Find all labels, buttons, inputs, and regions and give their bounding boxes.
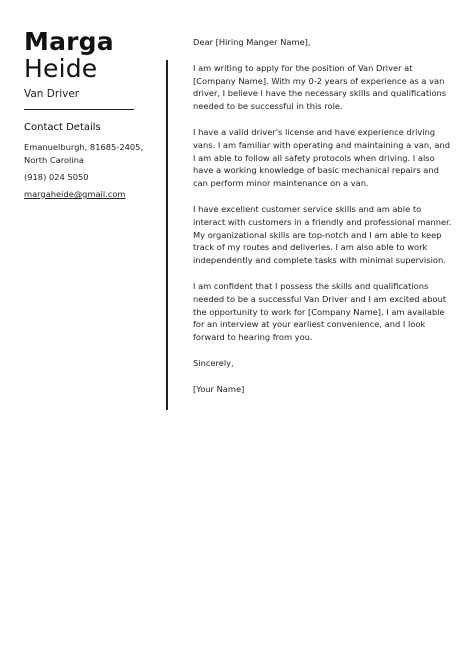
letter-closing: Sincerely, (193, 357, 234, 368)
letter-paragraph-4: I am confident that I possess the skills and qualifications needed to be a successful Van Driver and I am excited about the opportunity to work for [Company Name]. I am available for an interview at your earliest convenience, and I look forward to hearing from you. (193, 280, 447, 343)
address-line-2: North Carolina (24, 155, 84, 165)
address (24, 141, 144, 167)
letter-greeting: Dear [Hiring Manger Name], (193, 37, 311, 47)
title-divider (24, 109, 134, 110)
job-title: Van Driver (24, 88, 80, 100)
contact-details-heading: Contact Details (24, 122, 101, 133)
letter-signature: [Your Name] (193, 383, 245, 394)
letter-paragraph-1: I am writing to apply for the position of Van Driver at [Company Name]. With my 0-2 years of experience as a van driver, I believe I have the necessary skills and qualifications needed to be successful in this role. (193, 62, 447, 112)
letter-body (193, 36, 455, 409)
last-name: Heide (24, 54, 98, 83)
first-name: Marga (24, 27, 114, 56)
email-link[interactable]: margaheide@gmail.com (24, 189, 126, 199)
letter-paragraph-2: I have a valid driver's license and have experience driving vans. I am familiar with operating and maintaining a van, and I am able to follow all safety protocols when driving. I also have a working knowledge of basic mechanical repairs and can perform minor maintenance on a van. (193, 126, 450, 189)
phone-number: (918) 024 5050 (24, 172, 89, 182)
sidebar (24, 28, 144, 201)
letter-paragraph-3: I have excellent customer service skills and am able to interact with customers in a friendly and professional manner. My organizational skills are top-notch and I am able to keep track of my routes and deliveries. I am also able to work independently and complete tasks with minimal supervision. (193, 203, 452, 266)
vertical-divider (166, 60, 168, 410)
address-line-1: Emanuelburgh, 81685-2405, (24, 142, 144, 152)
